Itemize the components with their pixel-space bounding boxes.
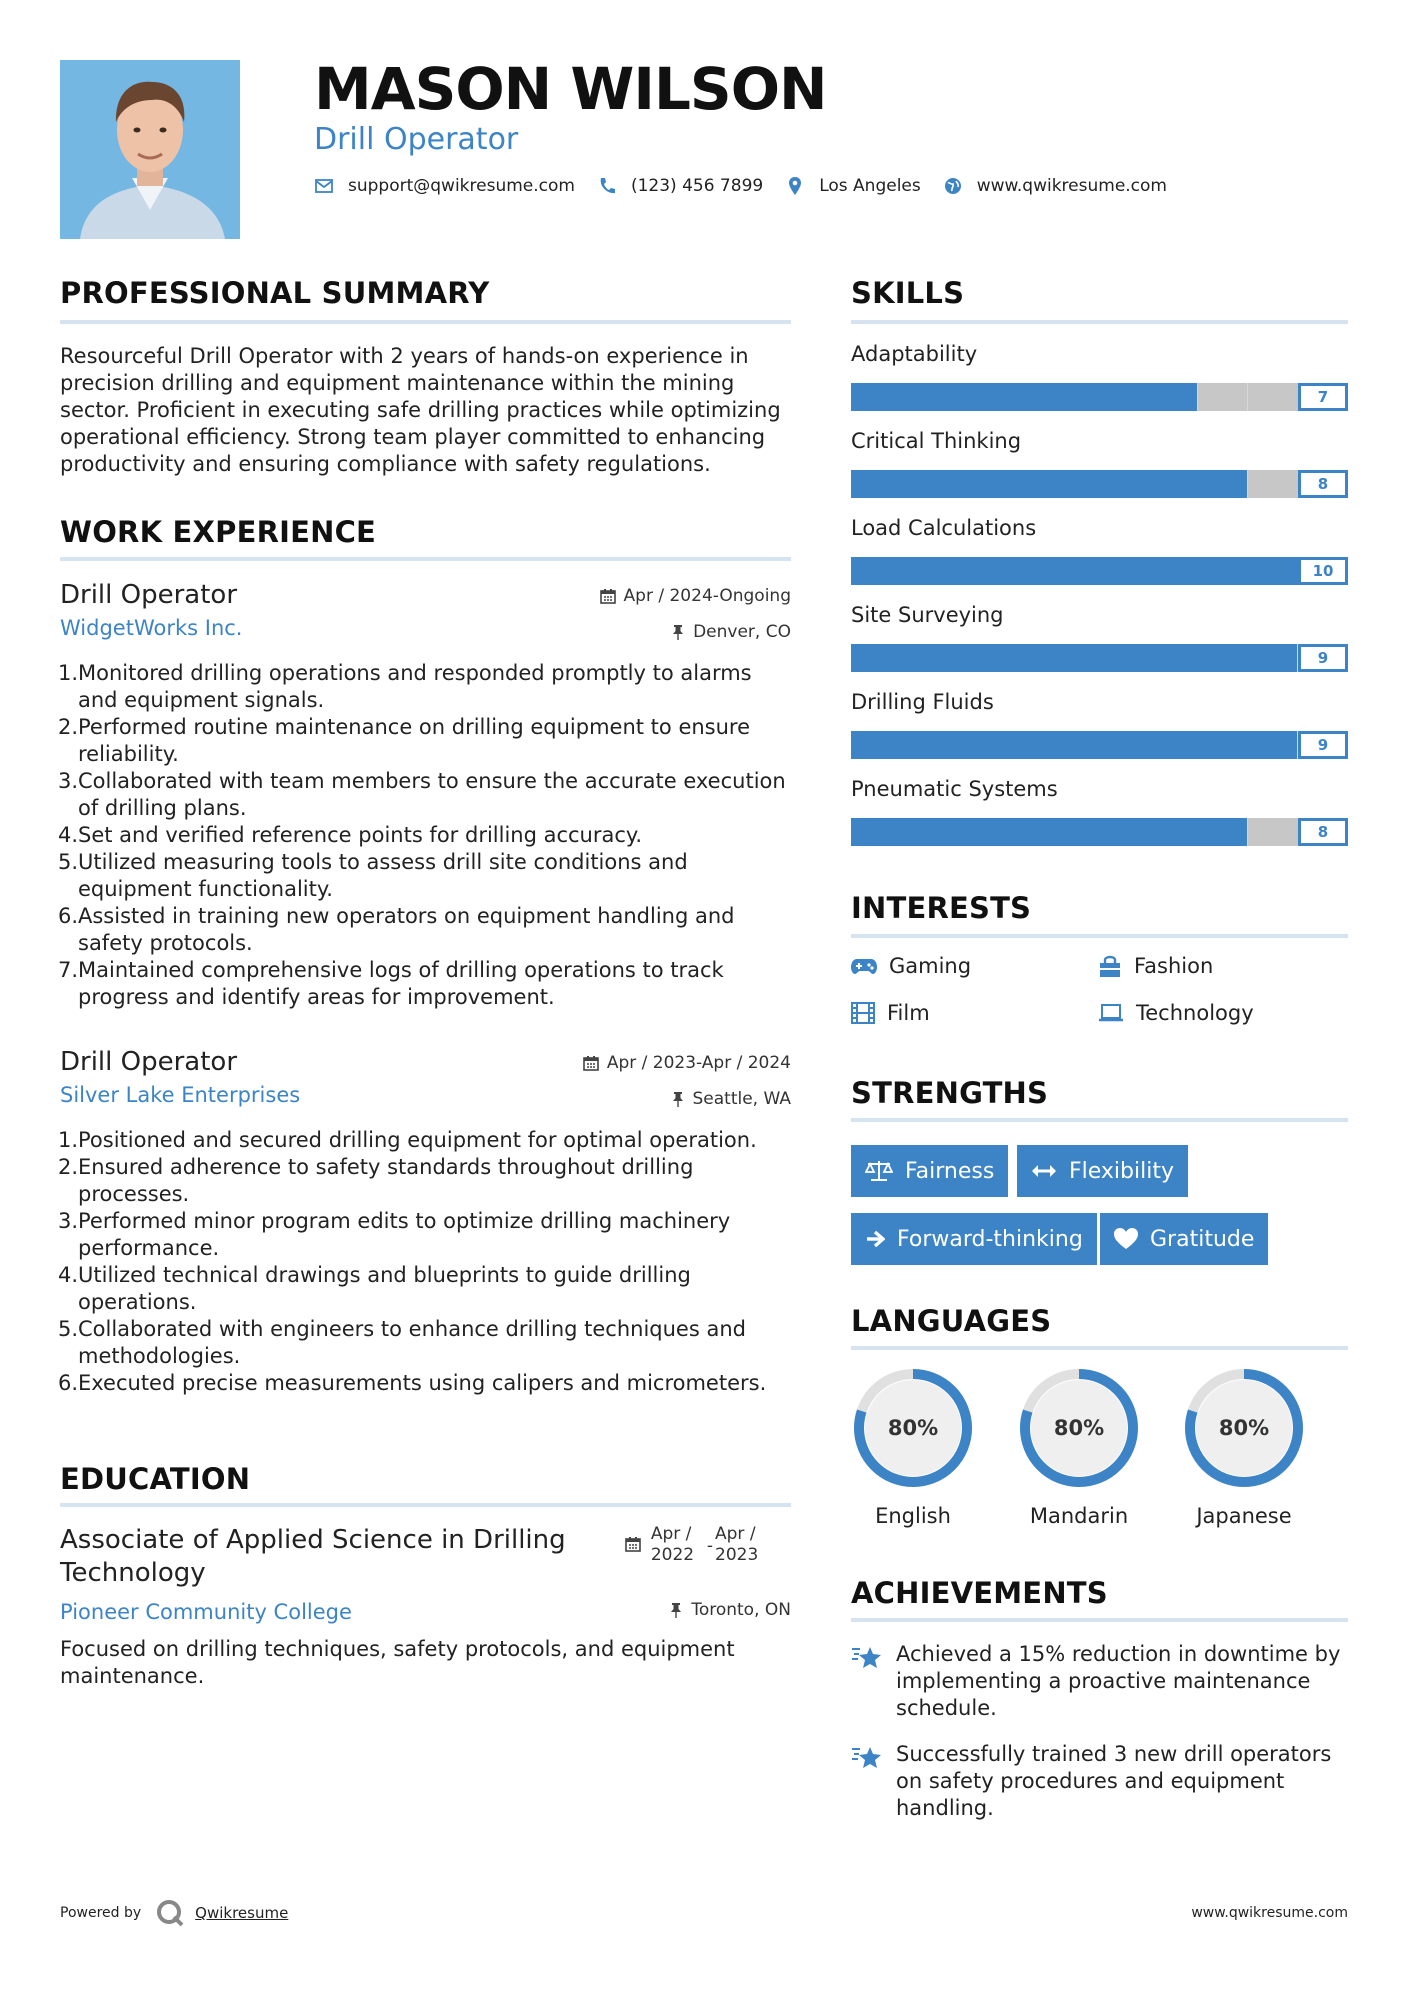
pushpin-icon [671,1091,685,1107]
skill-bar-segment [901,470,951,498]
skill-item [851,690,1348,754]
skill-bar-segment [1099,470,1149,498]
skill-level-badge: 10 [1298,557,1348,585]
skill-bar-segment [950,470,1000,498]
skill-bar-segment [1197,383,1247,411]
job-title: Drill Operator [60,580,238,610]
skill-bar-segment [851,731,901,759]
skill-bar-segment [1049,383,1098,411]
interest-label: Gaming [889,954,972,978]
skill-bar-segment [901,557,951,585]
interests-divider [851,934,1348,938]
phone-text: (123) 456 7899 [630,176,764,196]
achievement-item [851,1641,1348,1722]
education-heading: EDUCATION [60,1462,251,1496]
skill-bar-segment [1100,557,1150,585]
skill-bar-segment [999,383,1048,411]
contact-email[interactable] [314,176,575,196]
skill-item [851,603,1348,667]
skill-bar [851,557,1348,585]
interest-fashion [1098,954,1213,978]
skill-name: Site Surveying [851,603,1004,627]
email-text: support@qwikresume.com [348,176,575,196]
language-progress-ring [1182,1366,1306,1490]
skill-bar-segment [1000,644,1050,672]
skill-bar-segment [851,644,901,672]
edu-start-year: 2022 [650,1545,695,1565]
education-entry [60,1524,791,1690]
skill-item [851,342,1348,406]
skill-bar-segment [1147,383,1196,411]
skill-bar [851,470,1348,498]
skill-bar-segment [1148,818,1198,846]
job-date [600,586,791,606]
job-title: Drill Operator [60,1047,238,1077]
language-progress-ring [1017,1366,1141,1490]
language-item [1017,1366,1141,1528]
skill-bar-segment [1000,557,1050,585]
strength-fairness [851,1145,1008,1197]
skill-bar-segment [1000,818,1050,846]
language-item [1182,1366,1306,1528]
strengths-divider [851,1118,1348,1122]
skill-bar-segment [1247,383,1297,411]
pushpin-icon [669,1602,683,1618]
contact-info [314,176,1189,196]
strength-gratitude [1100,1213,1268,1265]
job-bullet: Collaborated with team members to ensure the accurate execution of drilling plans. [78,769,786,820]
candidate-name: MASON WILSON [314,55,827,123]
job-bullets [78,660,791,1011]
skill-bar-segment [1198,644,1248,672]
job-bullet: Collaborated with engineers to enhance drilling techniques and methodologies. [78,1317,746,1368]
language-name: English [875,1504,951,1528]
languages-heading: LANGUAGES [851,1304,1052,1338]
skill-bar-segment [950,818,1000,846]
location-text: Los Angeles [819,176,921,196]
qwikresume-logo-icon [155,1898,185,1928]
footer-powered-by [60,1898,288,1928]
globe-icon [943,176,963,196]
interest-label: Fashion [1134,954,1214,978]
skill-item [851,429,1348,493]
gamepad-icon [851,957,877,975]
job-bullets [78,1127,791,1397]
balance-scale-icon [865,1159,893,1183]
skill-bar-segment [1049,731,1099,759]
job-location-text: Seattle, WA [692,1089,791,1109]
strength-label: Forward-thinking [897,1226,1083,1252]
edu-end-month: Apr / [715,1524,756,1544]
contact-phone[interactable] [597,176,763,196]
skill-bar [851,731,1348,759]
skill-bar [851,818,1348,846]
shooting-star-icon [851,1743,883,1771]
skill-bar-segment [1198,470,1248,498]
skill-level-badge: 8 [1298,818,1348,846]
job-location-text: Denver, CO [693,622,791,642]
skill-bar-segment [1148,470,1198,498]
job-bullet: Performed minor program edits to optimize drilling machinery performance. [78,1209,731,1260]
skill-bar-segment [1149,557,1199,585]
skill-bar-segment [1149,731,1199,759]
skill-bar-segment [1247,818,1298,846]
interest-film [851,1001,930,1025]
skill-name: Adaptability [851,342,978,366]
phone-icon [597,176,617,196]
skill-bar-segment [851,383,900,411]
education-location [669,1600,791,1620]
laptop-icon [1098,1003,1124,1023]
arrows-horizontal-icon [1031,1163,1057,1179]
film-icon [851,1002,875,1024]
skill-item [851,777,1348,841]
profile-photo [60,60,240,239]
skill-bar-segment [1248,731,1298,759]
job-company: WidgetWorks Inc. [60,616,243,640]
job-entry-2 [60,1047,791,1397]
edu-end-year: 2023 [715,1545,759,1565]
experience-divider [60,557,791,561]
qwikresume-link[interactable]: Qwikresume [195,1904,289,1922]
skill-bar-segment [1049,644,1099,672]
achievement-item [851,1741,1348,1822]
language-name: Mandarin [1029,1504,1129,1528]
skill-bar-segment [901,818,951,846]
job-bullet: Utilized technical drawings and blueprints to guide drilling operations. [78,1263,691,1314]
skill-bar [851,383,1348,411]
skill-bar-segment [851,557,901,585]
contact-location [785,176,921,196]
strength-flexibility [1017,1145,1188,1197]
skill-bar-segment [1247,470,1298,498]
skill-bar-segment [1000,731,1050,759]
skills-heading: SKILLS [851,276,965,310]
edu-start-month: Apr / [650,1524,692,1544]
skill-name: Pneumatic Systems [851,777,1058,801]
candidate-title: Drill Operator [314,122,519,157]
skill-item [851,516,1348,580]
experience-heading: WORK EXPERIENCE [60,515,377,549]
footer-website[interactable]: www.qwikresume.com [1191,1905,1348,1921]
job-company: Silver Lake Enterprises [60,1083,301,1107]
skill-bar-segment [950,557,1000,585]
skill-bar-segment [950,383,999,411]
job-bullet: Positioned and secured drilling equipment for optimal operation. [78,1128,757,1152]
interest-gaming [851,954,971,978]
interest-label: Technology [1136,1001,1254,1025]
job-bullet: Assisted in training new operators on equipment handling and safety protocols. [78,904,735,955]
skill-level-badge: 9 [1298,644,1348,672]
powered-by-text: Powered by [60,1905,142,1921]
strength-label: Gratitude [1150,1226,1255,1252]
strengths-heading: STRENGTHS [851,1076,1049,1110]
skill-bar [851,644,1348,672]
education-description: Focused on drilling techniques, safety protocols, and equipment maintenance. [60,1637,735,1688]
job-entry-1 [60,580,791,1011]
interests-heading: INTERESTS [851,891,1032,925]
skill-bar-segment [1249,557,1299,585]
job-date-text: Apr / 2023-Apr / 2024 [606,1053,791,1073]
summary-text: Resourceful Drill Operator with 2 years of hands-on experience in precision drilling and equipment maintenance within the mining sector. Proficient in executing safe drilling practices while optimizing operational efficiency. Strong team player committed to enhancing productivity and ensuring compliance with safety regulations. [60,344,781,476]
strength-forward-thinking [851,1213,1097,1265]
strength-label: Fairness [905,1158,995,1184]
job-bullet: Monitored drilling operations and responded promptly to alarms and equipment signals. [78,661,752,712]
languages-divider [851,1346,1348,1350]
language-progress-ring [851,1366,975,1490]
contact-website[interactable] [943,176,1167,196]
achievement-text: Achieved a 15% reduction in downtime by implementing a proactive maintenance schedule. [896,1642,1341,1720]
job-bullet: Performed routine maintenance on drilling equipment to ensure reliability. [78,715,751,766]
skill-bar-segment [1049,818,1099,846]
skills-divider [851,320,1348,324]
skill-bar-segment [950,644,1000,672]
skill-name: Critical Thinking [851,429,1022,453]
envelope-icon [314,176,334,196]
job-bullet: Set and verified reference points for drilling accuracy. [78,823,643,847]
job-bullet: Executed precise measurements using calipers and micrometers. [78,1371,767,1395]
calendar-icon [625,1536,641,1552]
calendar-icon [600,588,616,604]
job-bullet: Utilized measuring tools to assess drill site conditions and equipment functionality. [78,850,688,901]
skill-bar-segment [1049,470,1099,498]
interest-label: Film [887,1001,930,1025]
skill-bar-segment [1198,818,1248,846]
job-bullet: Maintained comprehensive logs of drilling operations to track progress and identify areas for improvement. [78,958,724,1009]
job-date [583,1053,791,1073]
language-item [851,1366,975,1528]
achievements-divider [851,1618,1348,1622]
skill-bar-segment [1198,731,1248,759]
skill-bar-segment [1050,557,1100,585]
job-location [671,622,791,642]
school-name: Pioneer Community College [60,1600,352,1624]
calendar-icon [583,1055,599,1071]
skill-bar-segment [950,731,1000,759]
shooting-star-icon [851,1643,883,1671]
skill-bar-segment [851,470,901,498]
skill-bar-segment [1000,470,1050,498]
skill-level-badge: 9 [1298,731,1348,759]
skill-level-badge: 8 [1298,470,1348,498]
achievements-heading: ACHIEVEMENTS [851,1576,1108,1610]
language-name: Japanese [1196,1504,1292,1528]
skill-bar-segment [1149,644,1199,672]
degree-title: Associate of Applied Science in Drilling Technology [60,1525,566,1588]
skill-bar-segment [1199,557,1249,585]
job-date-text: Apr / 2024-Ongoing [623,586,791,606]
skill-name: Load Calculations [851,516,1037,540]
summary-heading: PROFESSIONAL SUMMARY [60,276,490,310]
summary-divider [60,320,791,324]
skill-bar-segment [901,731,951,759]
education-location-text: Toronto, ON [691,1600,791,1620]
skill-name: Drilling Fluids [851,690,994,714]
skill-bar-segment [1099,818,1149,846]
pushpin-icon [671,624,685,640]
skill-bar-segment [1099,644,1149,672]
skill-bar-segment [851,818,901,846]
shopping-bag-icon [1098,954,1122,978]
interest-technology [1098,1001,1254,1025]
language-percent: 80% [1218,1416,1270,1440]
skill-level-badge: 7 [1298,383,1348,411]
education-divider [60,1503,791,1507]
education-date [625,1524,763,1566]
skill-bar-segment [1098,383,1147,411]
skill-bar-segment [1248,644,1298,672]
arrow-right-icon [865,1229,885,1249]
language-percent: 80% [887,1416,939,1440]
website-text: www.qwikresume.com [976,176,1167,196]
map-pin-icon [785,176,805,196]
skill-bar-segment [1099,731,1149,759]
job-bullet: Ensured adherence to safety standards throughout drilling processes. [78,1155,694,1206]
skill-bar-segment [901,644,951,672]
language-percent: 80% [1053,1416,1105,1440]
heart-icon [1114,1228,1138,1250]
achievement-text: Successfully trained 3 new drill operators on safety procedures and equipment handling. [896,1742,1332,1820]
job-location [671,1089,792,1109]
edu-date-separator: - [706,1536,713,1556]
strength-label: Flexibility [1069,1158,1174,1184]
skill-bar-segment [900,383,949,411]
